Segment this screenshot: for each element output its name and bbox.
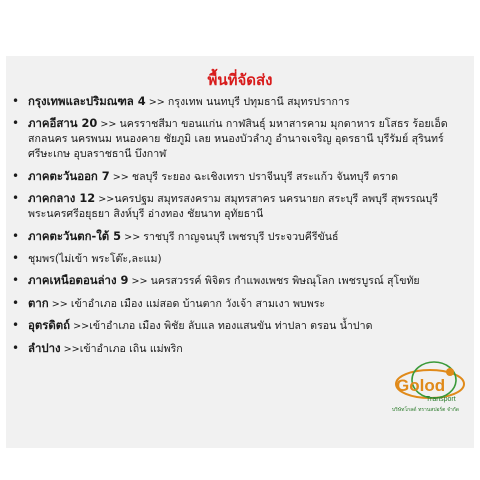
list-item	[10, 169, 468, 185]
bullet-icon: •	[12, 318, 20, 333]
arrow-separator: >>	[109, 171, 132, 183]
region-name: ภาคตะวันตก-ใต้ 5	[28, 228, 122, 243]
arrow-separator: >>	[95, 194, 115, 206]
region-name: ตาก	[28, 295, 49, 310]
page-title: พื้นที่จัดส่ง	[207, 71, 273, 89]
province-list: ราชบุรี กาญจนบุรี เพชรบุรี ประจวบคีรีขันธ์	[143, 230, 339, 243]
logo-wordmark: Golod	[396, 376, 446, 395]
list-item	[10, 116, 468, 162]
logo-tagline: บริษัทโกลด์ ทรานสปอร์ต จำกัด	[392, 407, 460, 413]
region-name: ภาคเหนือตอนล่าง 9	[28, 273, 129, 288]
bullet-icon: •	[12, 295, 20, 310]
region-name: กรุงเทพและปริมณฑล 4	[28, 94, 146, 108]
province-list: นครสวรรค์ พิจิตร กำแพงเพชร พิษณุโลก เพชรบูรณ์ สุโขทัย	[150, 275, 420, 288]
bullet-icon: •	[12, 168, 20, 183]
list-item	[10, 318, 468, 334]
bullet-icon: •	[12, 250, 20, 265]
province-list: เข้าอำเภอ เถิน แม่พริก	[79, 342, 183, 355]
company-logo	[390, 358, 468, 418]
bullet-icon: •	[12, 191, 20, 206]
province-list: เข้าอำเภอ เมือง พิชัย ลับแล ทองแสนขัน ท่าปลา ตรอน น้ำปาด	[89, 320, 373, 333]
province-list: ชุมพร(ไม่เข้า พระโต๊ะ,ละแม)	[28, 252, 162, 265]
list-item	[10, 251, 468, 267]
region-name: ภาคตะวันออก 7	[28, 168, 110, 183]
list-item	[10, 341, 468, 357]
list-item	[10, 273, 468, 289]
list-item	[10, 191, 468, 222]
list-item	[10, 94, 468, 110]
region-name: อุตรดิตถ์	[28, 318, 71, 333]
bullet-icon: •	[12, 94, 20, 108]
province-list: เข้าอำเภอ เมือง แม่สอด บ้านตาก วังเจ้า สามเงา พบพระ	[70, 297, 326, 310]
delivery-area-list	[10, 94, 468, 363]
logo-subtitle: Transport	[426, 396, 456, 403]
province-list: ชลบุรี ระยอง ฉะเชิงเทรา ปราจีนบุรี สระแก้ว จันทบุรี ตราด	[131, 170, 398, 183]
arrow-separator: >>	[145, 97, 168, 108]
bullet-icon: •	[12, 340, 20, 355]
region-name: ภาคอีสาน 20	[28, 116, 98, 131]
arrow-separator: >>	[97, 119, 120, 131]
province-list: นครปฐม สมุทรสงคราม สมุทรสาคร นครนายก สระบุรี ลพบุรี สุพรรณบุรี พระนครศรีอยุธยา สิงห์บุรี อ่างทอง ชัยนาท อุทัยธานี	[28, 193, 438, 221]
province-list: กรุงเทพ นนทบุรี ปทุมธานี สมุทรปราการ	[167, 96, 350, 108]
arrow-separator: >>	[121, 231, 144, 243]
bullet-icon: •	[12, 228, 20, 243]
bullet-icon: •	[12, 273, 20, 288]
bullet-icon: •	[12, 116, 20, 131]
arrow-separator: >>	[128, 276, 151, 288]
arrow-separator: >>	[70, 321, 90, 333]
arrow-separator: >>	[60, 343, 80, 355]
list-item	[10, 229, 468, 245]
province-list: นครราชสีมา ขอนแก่น กาฬสินธุ์ มหาสารคาม มุกดาหาร ยโสธร ร้อยเอ็ด สกลนคร นครพนม หนองคาย ชัยภูมิ เลย หนองบัวลำภู อำนาจเจริญ อุดรธานี บุรีรัมย์ สุรินทร์ ศรีษะเกษ อุบลราชธานี บึงกาฬ	[28, 118, 448, 161]
region-name: ภาคกลาง 12	[28, 191, 96, 206]
list-item	[10, 296, 468, 312]
arrow-separator: >>	[48, 298, 71, 310]
region-name: ลำปาง	[28, 340, 61, 355]
